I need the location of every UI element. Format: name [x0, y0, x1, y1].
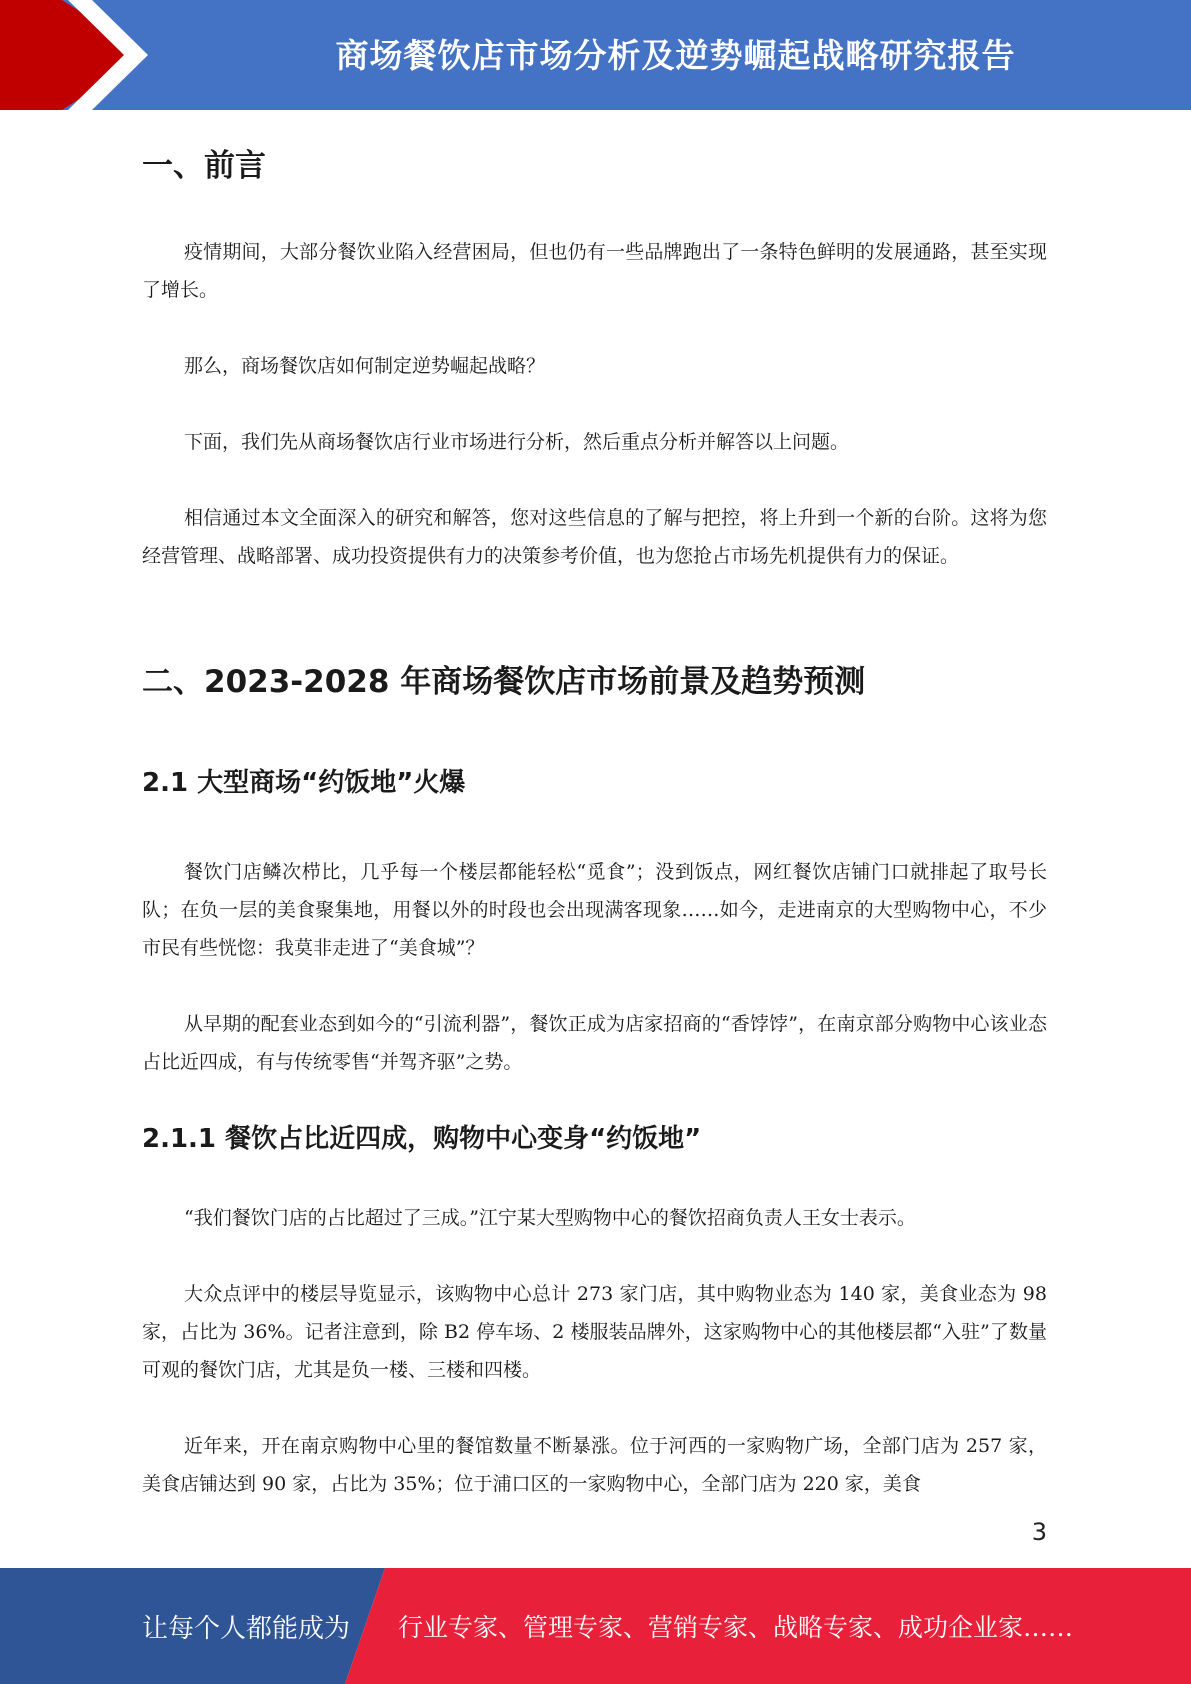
paragraph: 下面，我们先从商场餐饮店行业市场进行分析，然后重点分析并解答以上问题。	[184, 431, 850, 453]
footer-slogan-left: 让每个人都能成为	[142, 1613, 351, 1644]
section-1-heading: 一、前言	[142, 148, 266, 184]
page-header	[0, 0, 1191, 110]
footer-slogan-right: 行业专家、管理专家、营销专家、战略专家、成功企业家……	[398, 1613, 1074, 1642]
paragraph: 相信通过本文全面深入的研究和解答，您对这些信息的了解与把控，将上升到一个新的台阶。这将为您经营管理、战略部署、成功投资提供有力的决策参考价值，也为您抢占市场先机提供有力的保证。	[142, 507, 1047, 567]
subsection-2-1-heading: 2.1 大型商场“约饭地”火爆	[142, 768, 466, 798]
paragraph: “我们餐饮门店的占比超过了三成。”江宁某大型购物中心的餐饮招商负责人王女士表示。	[184, 1207, 916, 1229]
page-number: 3	[1031, 1518, 1047, 1546]
paragraph: 餐饮门店鳞次栉比，几乎每一个楼层都能轻松“觅食”；没到饭点，网红餐饮店铺门口就排起了取号长队；在负一层的美食聚集地，用餐以外的时段也会出现满客现象……如今，走进南京的大型购物中心，不少市民有些恍惚：我莫非走进了“美食城”？	[142, 861, 1047, 959]
paragraph: 从早期的配套业态到如今的“引流利器”，餐饮正成为店家招商的“香饽饽”，在南京部分购物中心该业态占比近四成，有与传统零售“并驾齐驱”之势。	[142, 1013, 1047, 1073]
subsection-2-1-1-heading: 2.1.1 餐饮占比近四成，购物中心变身“约饭地”	[142, 1124, 702, 1154]
page-footer	[0, 1568, 1191, 1684]
paragraph: 大众点评中的楼层导览显示，该购物中心总计 273 家门店，其中购物业态为 140 家，美食业态为 98 家，占比为 36%。记者注意到，除 B2 停车场、2 楼服装品牌外，这家购物中心的其他楼层都“入驻”了数量可观的餐饮门店，尤其是负一楼、三楼和四楼。	[142, 1283, 1047, 1381]
section-2-heading: 二、2023-2028 年商场餐饮店市场前景及趋势预测	[142, 664, 866, 700]
paragraph: 疫情期间，大部分餐饮业陷入经营困局，但也仍有一些品牌跑出了一条特色鲜明的发展通路，甚至实现了增长。	[142, 241, 1047, 301]
paragraph: 近年来，开在南京购物中心里的餐馆数量不断暴涨。位于河西的一家购物广场，全部门店为 257 家，美食店铺达到 90 家，占比为 35%；位于浦口区的一家购物中心，全部门店为 220 家，美食	[142, 1435, 1047, 1495]
report-title: 商场餐饮店市场分析及逆势崛起战略研究报告	[335, 35, 1016, 75]
paragraph: 那么，商场餐饮店如何制定逆势崛起战略？	[184, 355, 546, 377]
